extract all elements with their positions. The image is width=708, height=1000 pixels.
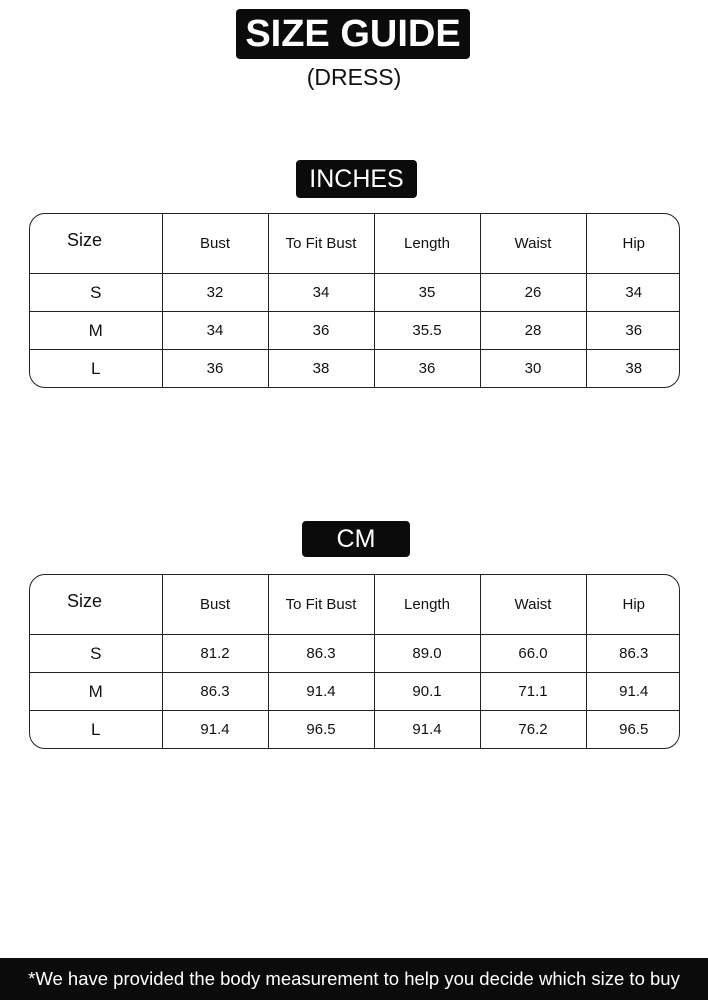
table-cell: 36 — [162, 349, 268, 387]
table-cell: 36 — [586, 311, 680, 349]
page-subtitle: (DRESS) — [306, 64, 402, 90]
table-cell: 91.4 — [268, 672, 374, 710]
inches-section-label: INCHES — [296, 160, 417, 198]
table-cell: 86.3 — [268, 634, 374, 672]
cm-section-label: CM — [302, 521, 410, 557]
table-cell: 96.5 — [619, 720, 649, 738]
column-header-hip: Hip — [586, 214, 680, 273]
cm-size-table — [29, 574, 680, 749]
size-cell: L — [30, 710, 162, 748]
table-row — [30, 634, 680, 672]
size-cell: L — [30, 349, 162, 387]
column-header-waist: Waist — [480, 214, 586, 273]
table-row — [30, 349, 680, 387]
column-header-length: Length — [374, 214, 480, 273]
table-cell: 34 — [586, 273, 680, 311]
table-cell: 91.4 — [162, 710, 268, 748]
column-header-bust: Bust — [162, 214, 268, 273]
table-cell: 96.5 — [268, 710, 374, 748]
table-cell: 32 — [162, 273, 268, 311]
table-cell: 90.1 — [374, 672, 480, 710]
table-cell: 38 — [625, 359, 643, 377]
table-cell: 86.3 — [162, 672, 268, 710]
table-cell: 66.0 — [480, 634, 586, 672]
table-cell: 30 — [480, 349, 586, 387]
table-cell: 71.1 — [480, 672, 586, 710]
table-cell: 28 — [480, 311, 586, 349]
table-cell: 76.2 — [480, 710, 586, 748]
size-cell: M — [30, 672, 162, 710]
table-cell: 81.2 — [162, 634, 268, 672]
size-cell: S — [30, 634, 162, 672]
column-header-hip: Hip — [586, 575, 680, 634]
footer-note: *We have provided the body measurement to help you decide which size to buy — [0, 958, 708, 1000]
table-cell: 91.4 — [586, 672, 680, 710]
column-header-length: Length — [374, 575, 480, 634]
size-cell: S — [30, 273, 162, 311]
column-header-bust: Bust — [162, 575, 268, 634]
column-header-to-fit-bust: To Fit Bust — [268, 575, 374, 634]
table-cell: 91.4 — [374, 710, 480, 748]
table-cell: 36 — [374, 349, 480, 387]
table-cell: 26 — [480, 273, 586, 311]
table-cell: 34 — [268, 273, 374, 311]
size-cell: M — [30, 311, 162, 349]
table-row — [30, 710, 680, 748]
table-cell: 86.3 — [586, 634, 680, 672]
column-header-size: Size — [30, 214, 162, 273]
table-cell: 34 — [162, 311, 268, 349]
column-header-to-fit-bust: To Fit Bust — [268, 214, 374, 273]
table-row — [30, 672, 680, 710]
inches-size-table — [29, 213, 680, 388]
table-cell: 89.0 — [374, 634, 480, 672]
table-row — [30, 273, 680, 311]
table-cell: 35 — [374, 273, 480, 311]
column-header-size: Size — [30, 575, 162, 634]
table-row — [30, 311, 680, 349]
table-cell: 35.5 — [374, 311, 480, 349]
table-cell: 36 — [268, 311, 374, 349]
table-header-row — [30, 575, 680, 634]
table-cell: 38 — [268, 349, 374, 387]
page-title: SIZE GUIDE — [236, 9, 470, 59]
column-header-waist: Waist — [480, 575, 586, 634]
table-header-row — [30, 214, 680, 273]
